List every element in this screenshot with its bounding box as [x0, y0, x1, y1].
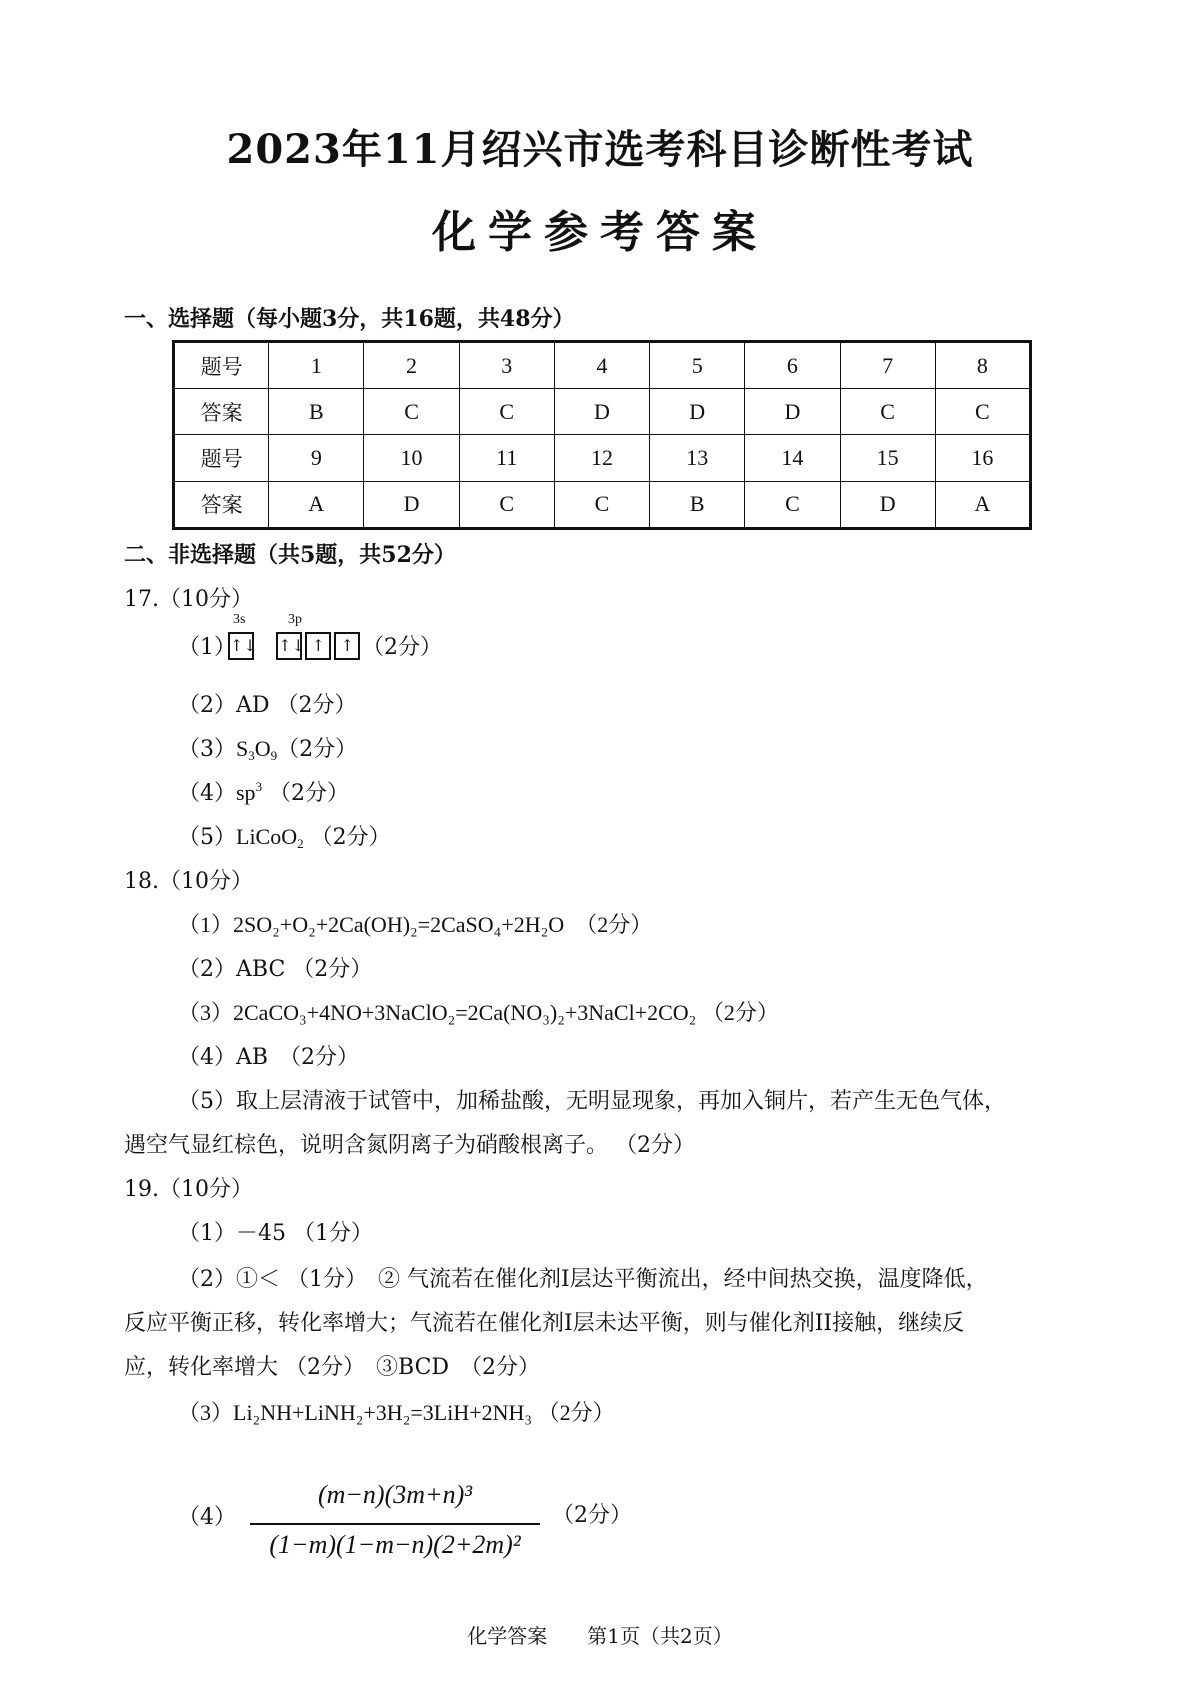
table-row	[174, 389, 1031, 435]
row-label: 答案	[174, 389, 269, 435]
table-cell: C	[840, 389, 935, 435]
q18-part1: （1）2SO₂+O₂+2Ca(OH)₂=2CaSO₄+2H₂O （2分）	[178, 912, 653, 937]
q18-part4: （4）AB （2分）	[178, 1045, 360, 1070]
table-cell: 15	[840, 435, 935, 481]
orbital-3p-box-2: ↑	[305, 632, 331, 660]
q17-part5: （5）LiCoO$_2$ （2分）	[178, 824, 391, 851]
table-cell: 14	[745, 435, 840, 481]
table-row	[174, 342, 1031, 389]
q19-heading: 19.（10分）	[124, 1177, 253, 1202]
q17-heading: 17.（10分）	[124, 587, 253, 612]
section2-heading: 二、非选择题（共5题，共52分）	[124, 542, 456, 568]
q19-part4-num: （4）	[178, 1505, 236, 1530]
fraction-denominator: (1−m)(1−m−n)(2+2m)²	[269, 1530, 521, 1559]
table-cell: 1	[269, 342, 364, 389]
table-cell: D	[554, 389, 649, 435]
q19-part4-score: （2分）	[552, 1503, 632, 1528]
table-cell: 8	[935, 342, 1030, 389]
page-title: 化学参考答案	[432, 207, 768, 258]
q18-part5-line2: 遇空气显红棕色，说明含氮阴离子为硝酸根离子。 （2分）	[124, 1133, 695, 1158]
table-cell: C	[459, 389, 554, 435]
table-cell: 3	[459, 342, 554, 389]
page-footer: 化学答案 第1页（共2页）	[467, 1624, 733, 1648]
table-cell: C	[459, 481, 554, 528]
q18-heading: 18.（10分）	[124, 869, 253, 894]
orbital-3p-label: 3p	[288, 612, 302, 627]
q19-part2-line3: 应，转化率增大 （2分） ③BCD （2分）	[124, 1355, 541, 1380]
table-cell: A	[269, 481, 364, 528]
q17-part4: $(4)sp^3$ （2分）	[178, 779, 350, 806]
orbital-diagram	[228, 632, 358, 660]
table-cell: D	[650, 389, 745, 435]
table-cell: C	[745, 481, 840, 528]
table-cell: B	[269, 389, 364, 435]
q17-part3: $(3)S_3O_9(2$分）	[178, 736, 358, 763]
table-cell: 4	[554, 342, 649, 389]
q17-part1-score: （2分）	[362, 635, 442, 660]
table-cell: 2	[364, 342, 459, 389]
q19-part2-line1: （2）①＜ （1分） ② 气流若在催化剂I层达平衡流出，经中间热交换，温度降低，	[178, 1267, 988, 1292]
equilibrium-constant-fraction	[250, 1480, 540, 1568]
q19-part3: （3）Li₂NH+LiNH₂+3H₂=3LiH+2NH₃ （2分）	[178, 1400, 615, 1425]
table-cell: D	[840, 481, 935, 528]
row-label: 答案	[174, 481, 269, 528]
table-cell: 16	[935, 435, 1030, 481]
table-cell: D	[745, 389, 840, 435]
table-cell: 10	[364, 435, 459, 481]
table-cell: 13	[650, 435, 745, 481]
q18-part5-line1: （5）取上层清液于试管中，加稀盐酸，无明显现象，再加入铜片，若产生无色气体，	[178, 1089, 1006, 1114]
table-cell: B	[650, 481, 745, 528]
table-row	[174, 435, 1031, 481]
table-cell: C	[364, 389, 459, 435]
table-cell: C	[935, 389, 1030, 435]
orbital-3p-box-1: ↑↓	[276, 632, 302, 660]
q19-part1: （1）－45 （1分）	[178, 1221, 373, 1246]
table-row	[174, 481, 1031, 528]
answer-table	[172, 340, 1032, 530]
q19-part2-line2: 反应平衡正移，转化率增大；气流若在催化剂I层未达平衡，则与催化剂II接触，继续反	[124, 1311, 965, 1336]
table-cell: 12	[554, 435, 649, 481]
exam-title: 2023年11月绍兴市选考科目诊断性考试	[226, 126, 974, 173]
table-cell: A	[935, 481, 1030, 528]
table-cell: 11	[459, 435, 554, 481]
q17-part1-num: （1）	[178, 635, 236, 660]
table-cell: D	[364, 481, 459, 528]
table-cell: C	[554, 481, 649, 528]
row-label: 题号	[174, 435, 269, 481]
section1-heading: 一、选择题（每小题3分，共16题，共48分）	[124, 306, 575, 332]
q18-part2: （2）ABC （2分）	[178, 957, 373, 982]
fraction-bar	[250, 1523, 540, 1525]
table-cell: 9	[269, 435, 364, 481]
orbital-3s-box: ↑↓	[228, 632, 254, 660]
table-cell: 6	[745, 342, 840, 389]
row-label: 题号	[174, 342, 269, 389]
q17-part2: （2）AD （2分）	[178, 693, 357, 718]
orbital-3p-box-3: ↑	[334, 632, 360, 660]
orbital-3s-label: 3s	[233, 612, 246, 627]
table-cell: 5	[650, 342, 745, 389]
table-cell: 7	[840, 342, 935, 389]
q18-part3: （3）2CaCO₃+4NO+3NaClO₂=2Ca(NO₃)₂+3NaCl+2CO₂ （2分）	[178, 1000, 779, 1025]
fraction-numerator: (m−n)(3m+n)³	[317, 1480, 473, 1509]
